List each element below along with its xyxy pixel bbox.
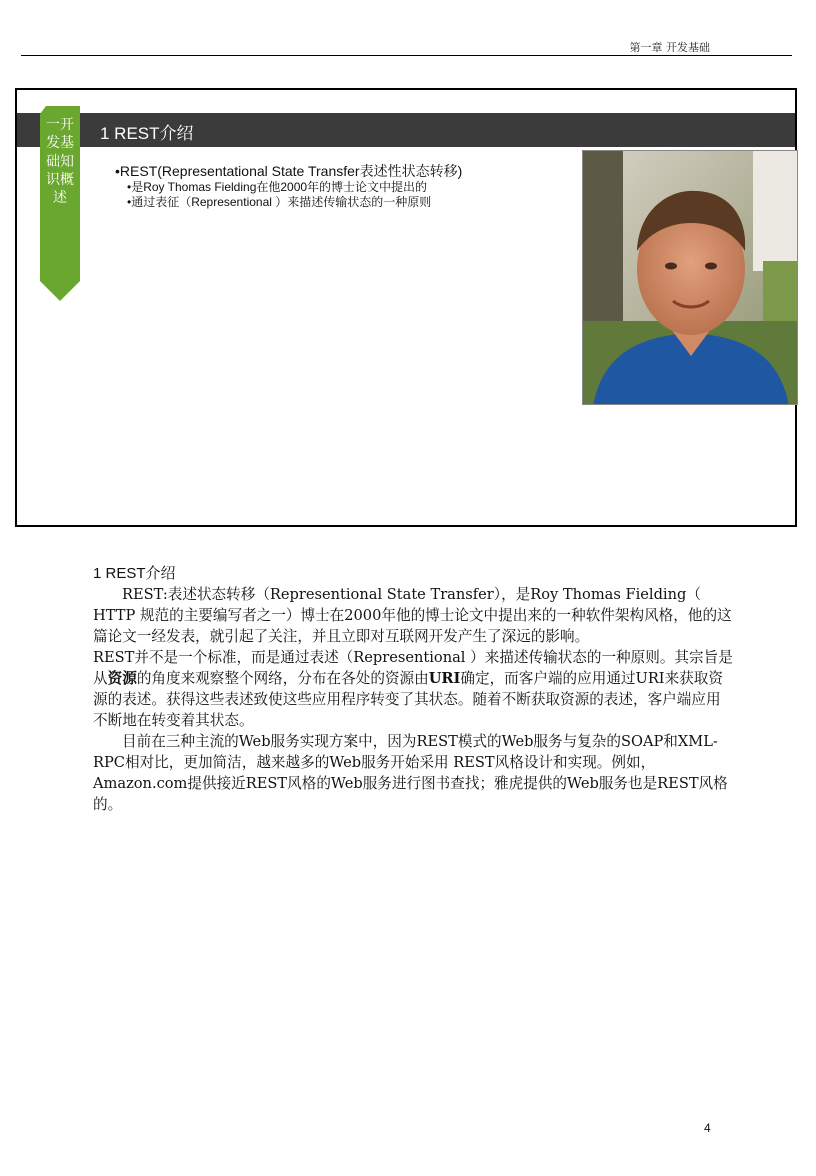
bullet-main: •REST(Representational State Transfer表述性状态转移) [115, 163, 463, 179]
paragraph-2-part-c: 确定，而客户端的应用通过URI来获取资源的表述。获得这些表述致使这些应用程序转变了其状态。随着不断获取资源的表述，客户端应用不断地在转变着其状态。 [93, 670, 723, 729]
slide-bullets [115, 162, 585, 210]
header-rule [21, 55, 792, 56]
bullet-sub-2: •通过表征（Representional ）来描述传输状态的一种原则 [127, 195, 432, 209]
section-title: 1 REST介绍 [93, 565, 176, 582]
portrait-image [583, 151, 798, 405]
chapter-header: 第一章 开发基础 [629, 41, 710, 54]
section-ribbon [40, 106, 80, 301]
paragraph-1: REST:表述状态转移（Representional State Transfer），是Roy Thomas Fielding（ HTTP 规范的主要编写者之一）博士在2000年他的博士论文中提出来的一种软件架构风格，他的这篇论文一经发表，就引起了关注，并且立即对互联网开发产生了深远的影响。 [93, 586, 732, 645]
paragraph-2-part-a: REST并不是一个标准，而是通过表述（Representional ）来描述传输状态的一种原则。其宗旨是从 [93, 649, 733, 687]
body-text [93, 563, 733, 815]
paragraph-3: 目前在三种主流的Web服务实现方案中，因为REST模式的Web服务与复杂的SOAP和XML-RPC相对比，更加简洁，越来越多的Web服务开始采用 REST风格设计和实现。例如，Amazon.com提供接近REST风格的Web服务进行图书查找；雅虎提供的Web服务也是REST风格的。 [93, 733, 728, 813]
bullet-sub-1: •是Roy Thomas Fielding在他2000年的博士论文中提出的 [127, 180, 428, 194]
bold-term-resource: 资源 [107, 670, 137, 687]
portrait-photo [582, 150, 798, 405]
slide-frame [15, 88, 797, 527]
paragraph-2 [93, 647, 733, 731]
paragraph-2-part-b: 的角度来观察整个网络，分布在各处的资源由 [136, 670, 429, 687]
bold-term-uri: URI [428, 670, 461, 687]
page-number: 4 [704, 1121, 711, 1135]
ribbon-text: 一开发基础知识概述 [46, 117, 74, 207]
slide-title: 1 REST介绍 [100, 124, 194, 143]
